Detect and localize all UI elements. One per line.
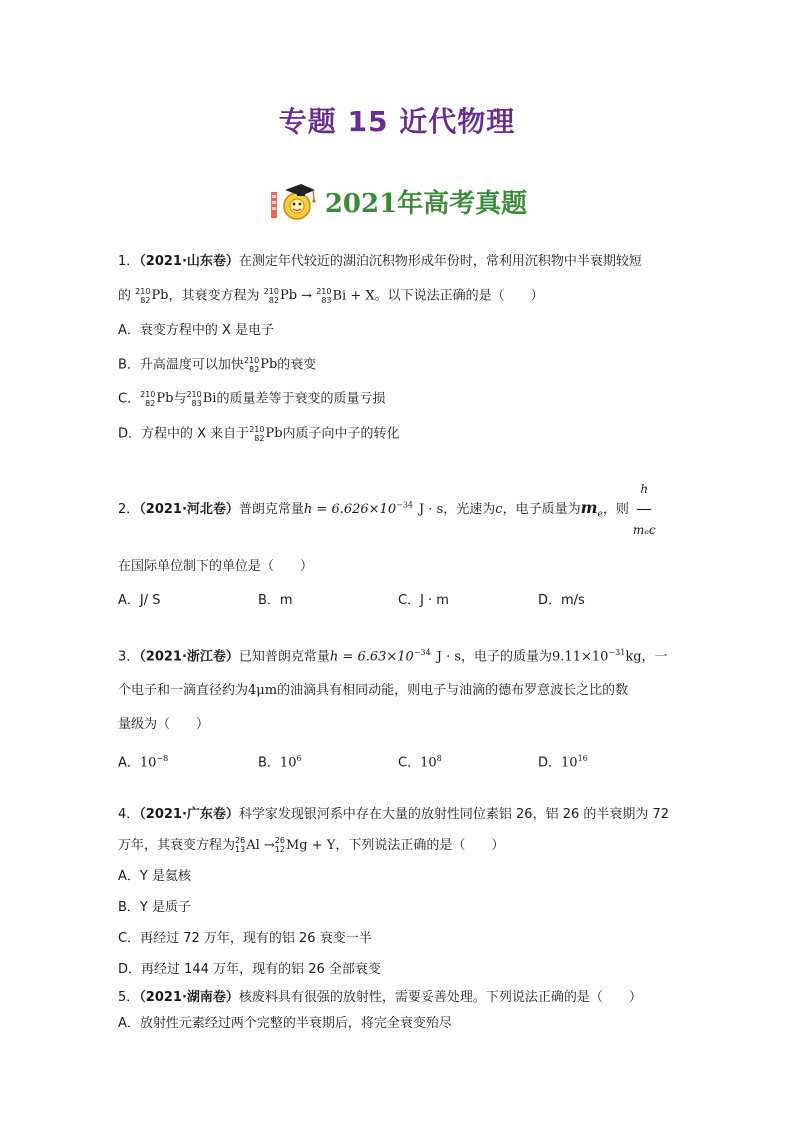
question-4-option-a: A．Y 是氦核 <box>118 868 191 884</box>
question-2-option-d: D．m/s <box>538 593 585 608</box>
page-title: 专题 15 近代物理 <box>278 105 516 138</box>
question-1-stem-line-2: 的 210 82 Pb ，其衰变方程为 210 82 Pb → 210 83 Bi + X。以下说法正确的是（ ） <box>118 279 678 314</box>
question-2-options <box>118 584 678 618</box>
question-4-option-b: B．Y 是质子 <box>118 899 191 915</box>
section-banner <box>0 178 794 224</box>
question-1 <box>118 245 678 451</box>
question-1-option-a: A．衰变方程中的 X 是电子 <box>118 322 275 338</box>
nuclide-mg-26: 26 12 Mg <box>274 836 308 855</box>
graduate-mascot-icon <box>267 178 319 224</box>
nuclide-pb-210: 210 82 Pb <box>263 287 298 305</box>
arrow-symbol: → <box>301 288 313 304</box>
question-3-option-c: C．$10^8$ <box>398 754 442 771</box>
question-1-stem-line-1: 1．（2021·山东卷）在测定年代较近的湖泊沉积物形成年份时，常利用沉积物中半衰期较短 <box>118 254 642 269</box>
question-4-stem-line-2: 万年，其衰变方程为 26 13 Al → 26 12 Mg + Y，下列说法正确的是（ ） <box>118 830 678 861</box>
question-4 <box>118 799 678 985</box>
section-title: 2021年高考真题 <box>324 188 528 219</box>
question-3-option-b: B．$10^6$ <box>258 754 302 771</box>
question-5-option-a: A．放射性元素经过两个完整的半衰期后，将完全衰变殆尽 <box>118 1015 452 1031</box>
question-3-options <box>118 742 678 780</box>
question-3-stem-line-3: 量级为（ ） <box>118 717 210 733</box>
nuclide-pb-210: 210 82 Pb <box>249 424 283 443</box>
question-1-option-c: C． 210 82 Pb 与 210 83 Bi 的质量差等于衰变的质量亏损 <box>118 382 678 417</box>
question-2 <box>118 469 678 618</box>
question-5-stem-line-1: 5．（2021·湖南卷）核废料具有很强的放射性，需要妥善处理。下列说法正确的是（ ） <box>118 989 642 1005</box>
question-2-stem-line-1: 2．（2021·河北卷）普朗克常量$h = 6.626\times 10^{-34}$ J · s，光速为c，电子质量为$m_e$，则 $\frac{h}{\text{mₑc}}$ <box>118 469 678 550</box>
question-4-option-d: D．再经过 144 万年，现有的铝 26 全部衰变 <box>118 961 381 977</box>
question-3-stem-line-1: 3．（2021·浙江卷）已知普朗克常量$h = 6.63\times 10^{-34}$ J · s，电子的质量为$9.11\times 10^{-31}kg$，一 <box>118 648 668 665</box>
question-2-option-c: C．J · m <box>398 593 449 608</box>
question-4-option-c: C．再经过 72 万年，现有的铝 26 衰变一半 <box>118 930 372 946</box>
nuclide-bi-210: 210 83 <box>316 287 332 305</box>
question-3-stem-line-2: 个电子和一滴直径约为4μm的油滴具有相同动能，则电子与油滴的德布罗意波长之比的数 <box>118 683 629 699</box>
nuclide-pb-210: 210 82 Pb <box>140 390 174 408</box>
nuclide-pb-210: 210 82 Pb <box>135 287 169 305</box>
question-4-stem-line-1: 4．（2021·广东卷）科学家发现银河系中存在大量的放射性同位素铝 26，铝 26 的半衰期为 72 <box>118 806 670 822</box>
question-1-option-b: B．升高温度可以加快 210 82 Pb 的衰变 <box>118 348 678 383</box>
question-3-option-d: D．$10^{16}$ <box>538 754 588 771</box>
question-5 <box>118 985 678 1037</box>
nuclide-bi-210: 210 83 Bi <box>186 390 217 408</box>
question-1-option-d: D．方程中的 X 来自于 210 82 Pb 内质子向中子的转化 <box>118 417 678 452</box>
question-3 <box>118 636 678 781</box>
question-2-stem-line-2: 在国际单位制下的单位是（ ） <box>118 559 314 574</box>
h-over-me-c-fraction: $\frac{h}{\text{mₑc}}$ <box>633 469 656 550</box>
question-3-option-a: A．$10^{-8}$ <box>118 754 169 771</box>
question-list <box>118 245 678 1037</box>
nuclide-pb-210: 210 82 Pb <box>243 355 278 374</box>
question-2-option-a: A．J/ S <box>118 593 161 608</box>
arrow-symbol: → <box>263 837 275 853</box>
nuclide-al-26: 26 13 Al <box>235 836 260 855</box>
question-2-option-b: B．m <box>258 593 293 608</box>
